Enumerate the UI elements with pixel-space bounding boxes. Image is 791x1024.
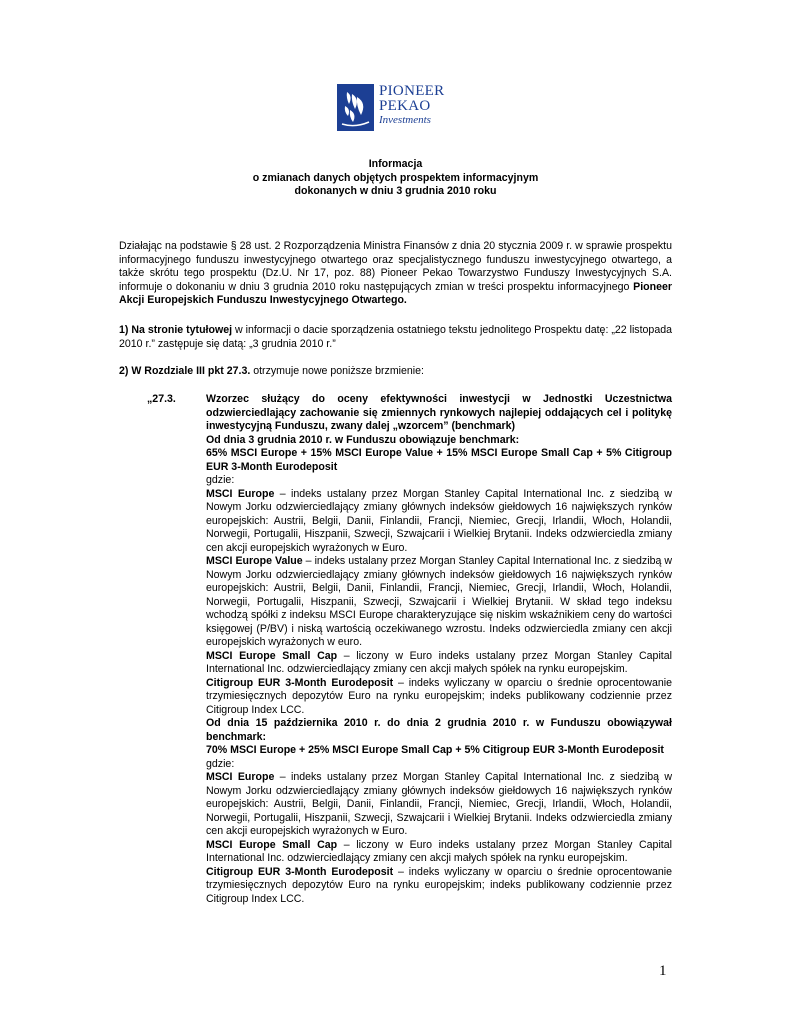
definition-name: MSCI Europe Value xyxy=(206,555,303,567)
definition-text: – indeks wyliczany w oparciu o średnie oprocentowanie trzymiesięcznych depozytów Euro na rynku europejskim; indeks publikowany codziennie przez Citigroup Index LCC. xyxy=(206,865,672,905)
where-label-2: gdzie: xyxy=(206,757,235,770)
intro-text: Działając na podstawie § 28 ust. 2 Rozporządzenia Ministra Finansów z dnia 20 stycznia 2009 r. w sprawie prospektu informacyjnego funduszu inwestycyjnego otwartego oraz specjalistycznego funduszu inwestycyjnego otwartego, a także skrótu tego prospektu (Dz.U. Nr 17, poz. 88) Pioneer Pekao Towarzystwo Funduszy Inwestycyjnych S.A. informuje o dokonaniu w dniu 3 grudnia 2010 roku następujących zmian w treści prospektu informacyjnego xyxy=(119,240,672,293)
benchmark-1-title: Od dnia 3 grudnia 2010 r. w Funduszu obowiązuje benchmark: xyxy=(206,433,520,446)
definition-name: Citigroup EUR 3-Month Eurodeposit xyxy=(206,676,394,689)
title-line-3: dokonanych w dniu 3 grudnia 2010 roku xyxy=(294,185,497,197)
definition-citigroup-eurodeposit xyxy=(206,677,672,718)
pioneer-pekao-logo xyxy=(337,84,457,134)
change-item-2-text: otrzymuje nowe poniższe brzmienie: xyxy=(250,365,424,377)
intro-paragraph xyxy=(119,240,672,308)
logo-wordmark xyxy=(379,84,444,127)
definition-name: Citigroup EUR 3-Month Eurodeposit xyxy=(206,865,394,878)
ship-logo-icon xyxy=(337,84,374,131)
change-item-2-heading: 2) W Rozdziale III pkt 27.3. xyxy=(119,365,251,377)
page-number: 1 xyxy=(659,963,667,979)
fund-name: Pioneer Akcji Europejskich Funduszu Inwestycyjnego Otwartego. xyxy=(119,280,672,306)
definition-citigroup-eurodeposit-2 xyxy=(206,866,672,907)
logo-line-investments: Investments xyxy=(379,114,431,126)
benchmark-1-formula: 65% MSCI Europe + 15% MSCI Europe Value + 15% MSCI Europe Small Cap + 5% Citigroup EUR 3-Month Eurodeposit xyxy=(206,447,672,473)
definition-msci-europe-small-cap xyxy=(206,650,672,677)
definition-text: – indeks ustalany przez Morgan Stanley Capital International Inc. z siedzibą w Nowym Jorku odzwierciedlający zmiany głównych indeksów giełdowych 16 największych rynków europejskich: Austrii, Belgii, Danii, Finlandii, Francji, Niemiec, Grecji, Irlandii, Włoch, Holandii, Norwegii, Portugalii, Hiszpanii, Szwecji, Szwajcarii i Wielkiej Brytanii. W skład tego indeksu wchodzą spółki z indeksu MSCI Europe charakteryzujące się niskim wskaźnikiem ceny do wartości księgowej (P/BV) i niską wartością oczekiwanego wzrostu. Indeks odzwierciedla zmiany cen akcji europejskich wyrażonych w euro. xyxy=(206,555,673,648)
definition-text: – indeks ustalany przez Morgan Stanley Capital International Inc. z siedzibą w Nowym Jorku odzwierciedlający zmiany głównych indeksów giełdowych 16 największych rynków europejskich: Austrii, Belgii, Danii, Finlandii, Francji, Niemiec, Grecji, Irlandii, Włoch, Holandii, Norwegii, Portugalii, Hiszpanii, Szwecji, Szwajcarii i Wielkiej Brytanii. Indeks odzwierciedla zmiany cen akcji europejskich wyrażonych w Euro. xyxy=(206,487,673,554)
section-body xyxy=(206,393,672,906)
definition-text: – indeks ustalany przez Morgan Stanley Capital International Inc. z siedzibą w Nowym Jorku odzwierciedlający zmiany głównych indeksów giełdowych 16 największych rynków europejskich: Austrii, Belgii, Danii, Finlandii, Francji, Niemiec, Grecji, Irlandii, Włoch, Holandii, Norwegii, Portugalii, Hiszpanii, Szwecji, Szwajcarii i Wielkiej Brytanii. Indeks odzwierciedla zmiany cen akcji europejskich wyrażonych w Euro. xyxy=(206,771,673,837)
benchmark-2-formula: 70% MSCI Europe + 25% MSCI Europe Small Cap + 5% Citigroup EUR 3-Month Eurodeposit xyxy=(206,744,664,756)
section-heading: Wzorzec służący do oceny efektywności inwestycji w Jednostki Uczestnictwa odzwierciedlający zachowanie się zmiennych rynkowych najlepiej oddających cel i politykę inwestycyjną Funduszu, zwany dalej „wzorcem” (benchmark) xyxy=(206,393,672,432)
change-item-1-text: w informacji o dacie sporządzenia ostatniego tekstu jednolitego Prospektu datę: „22 listopada 2010 r.” zastępuje się datą: „3 grudnia 2010 r.” xyxy=(119,324,673,350)
definition-msci-europe-2 xyxy=(206,771,672,839)
logo-line-pekao: PEKAO xyxy=(379,98,431,114)
change-item-1-heading: 1) Na stronie tytułowej xyxy=(119,324,233,336)
definition-msci-europe-value xyxy=(206,555,672,650)
section-number: „27.3. xyxy=(147,393,176,405)
change-item-1 xyxy=(119,324,672,351)
where-label-1: gdzie: xyxy=(206,474,235,486)
definition-text: – liczony w Euro indeks ustalany przez Morgan Stanley Capital International Inc. odzwierciedlający zmiany cen akcji małych spółek na rynku europejskim. xyxy=(206,649,672,675)
title-line-2: o zmianach danych objętych prospektem informacyjnym xyxy=(252,171,539,184)
definition-text: – liczony w Euro indeks ustalany przez Morgan Stanley Capital International Inc. odzwierciedlający zmiany cen akcji małych spółek na rynku europejskim. xyxy=(206,838,672,864)
definition-text: – indeks wyliczany w oparciu o średnie oprocentowanie trzymiesięcznych depozytów Euro na rynku europejskim; indeks publikowany codziennie przez Citigroup Index LCC. xyxy=(206,676,672,716)
definition-name: MSCI Europe Small Cap xyxy=(206,649,338,662)
logo-line-pioneer: PIONEER xyxy=(379,83,445,99)
change-item-2 xyxy=(119,365,672,379)
definition-name: MSCI Europe Small Cap xyxy=(206,838,338,851)
title-line-1: Informacja xyxy=(368,158,423,170)
definition-msci-europe xyxy=(206,488,672,556)
document-title xyxy=(0,158,791,199)
definition-name: MSCI Europe xyxy=(206,487,275,500)
definition-msci-europe-small-cap-2 xyxy=(206,839,672,866)
definition-name: MSCI Europe xyxy=(206,771,275,783)
benchmark-2-title: Od dnia 15 października 2010 r. do dnia 2 grudnia 2010 r. w Funduszu obowiązywał benchmark: xyxy=(206,717,672,743)
